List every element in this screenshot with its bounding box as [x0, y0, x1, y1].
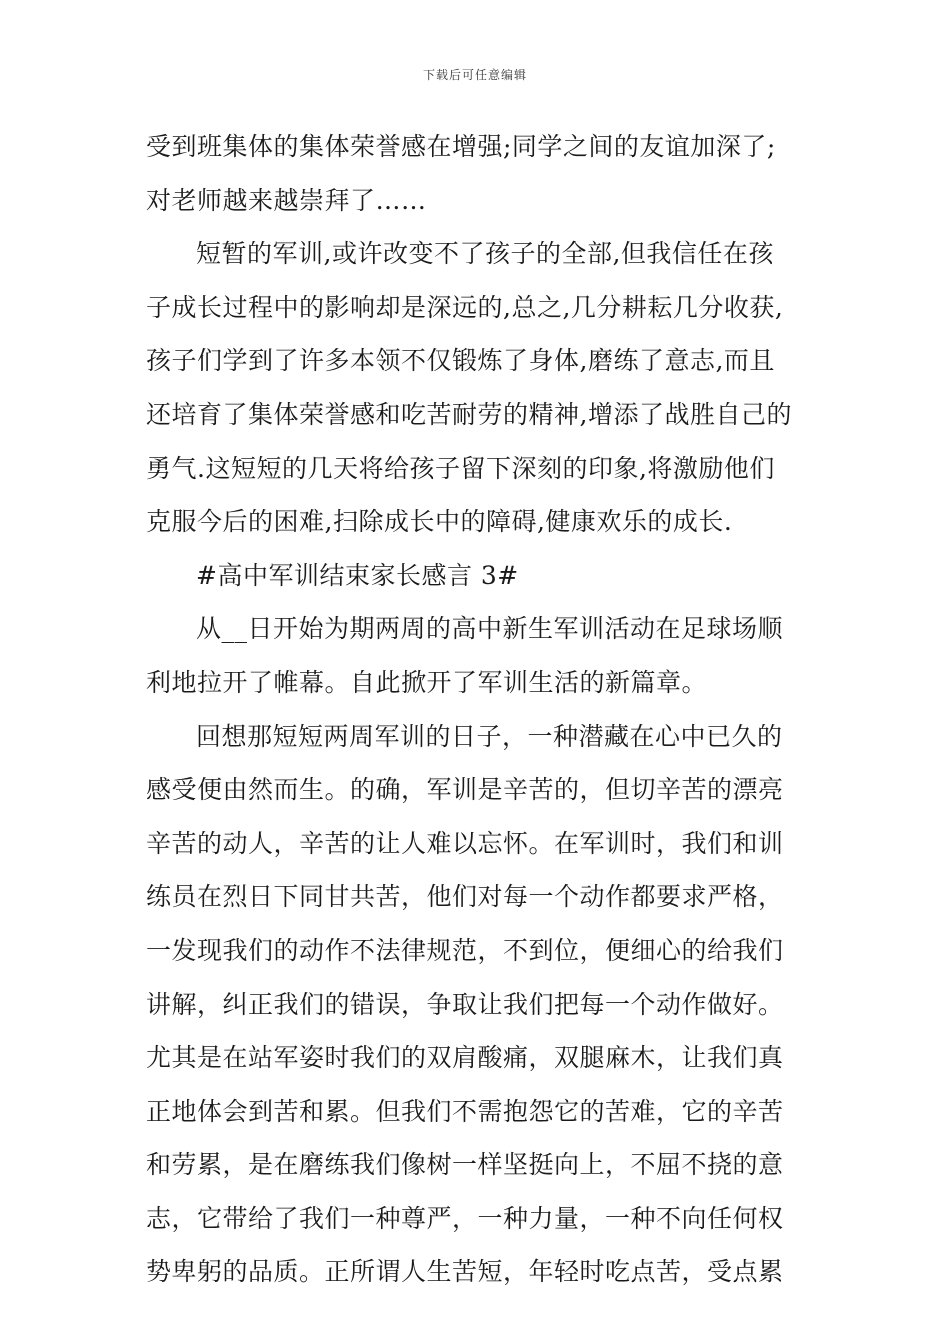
- text-line: 回想那短短两周军训的日子，一种潜藏在心中已久的: [196, 721, 783, 751]
- text-line: 还培育了集体荣誉感和吃苦耐劳的精神,增添了战胜自己的: [146, 399, 792, 429]
- section-heading: #高中军训结束家长感言 3#: [196, 560, 519, 590]
- page-header: 下载后可任意编辑: [422, 68, 527, 82]
- text-line: 正地体会到苦和累。但我们不需抱怨它的苦难，它的辛苦: [146, 1096, 784, 1126]
- text-line: 从__日开始为期两周的高中新生军训活动在足球场顺: [196, 614, 784, 644]
- document-body: [146, 127, 806, 1306]
- text-line: 子成长过程中的影响却是深远的,总之,几分耕耘几分收获,: [146, 292, 784, 322]
- text-line: 利地拉开了帷幕。自此掀开了军训生活的新篇章。: [146, 667, 708, 697]
- text-line: 尤其是在站军姿时我们的双肩酸痛，双腿麻木，让我们真: [146, 1043, 784, 1073]
- text-line: 势卑躬的品质。正所谓人生苦短，年轻时吃点苦，受点累: [146, 1257, 784, 1287]
- text-line: 受到班集体的集体荣誉感在增强;同学之间的友谊加深了;: [146, 132, 776, 161]
- text-line: 对老师越来越崇拜了……: [146, 185, 427, 215]
- text-line: 短暂的军训,或许改变不了孩子的全部,但我信任在孩: [196, 239, 774, 269]
- text-line: 感受便由然而生。的确，军训是辛苦的，但切辛苦的漂亮: [146, 775, 784, 805]
- text-line: 讲解，纠正我们的错误，争取让我们把每一个动作做好。: [146, 989, 784, 1019]
- text-line: 辛苦的动人，辛苦的让人难以忘怀。在军训时，我们和训: [146, 828, 784, 858]
- text-line: 练员在烈日下同甘共苦，他们对每一个动作都要求严格，: [146, 882, 784, 912]
- text-line: 勇气.这短短的几天将给孩子留下深刻的印象,将激励他们: [146, 453, 775, 483]
- text-line: 一发现我们的动作不法律规范，不到位，便细心的给我们: [146, 935, 784, 965]
- text-line: 克服今后的困难,扫除成长中的障碍,健康欢乐的成长.: [146, 507, 733, 537]
- text-line: 孩子们学到了许多本领不仅锻炼了身体,磨练了意志,而且: [146, 346, 775, 376]
- text-line: 志，它带给了我们一种尊严，一种力量，一种不向任何权: [146, 1203, 784, 1233]
- text-line: 和劳累，是在磨练我们像树一样坚挺向上，不屈不挠的意: [146, 1150, 784, 1180]
